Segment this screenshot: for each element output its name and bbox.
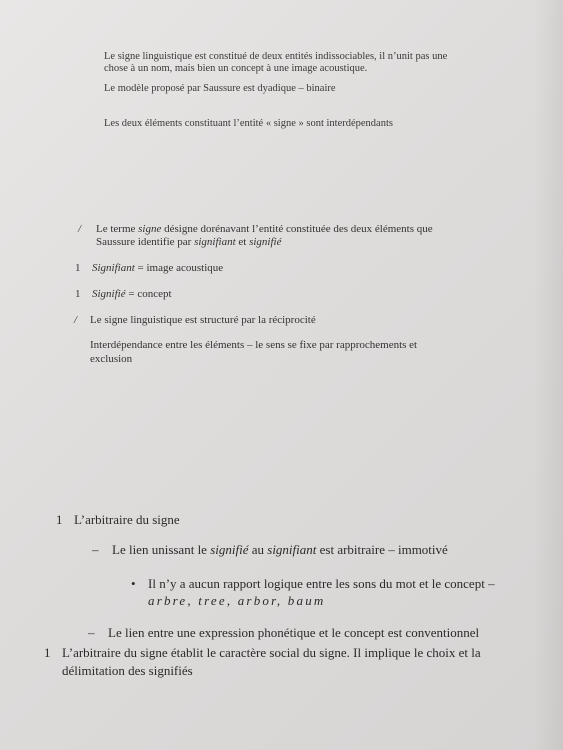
signifie-line — [92, 288, 172, 301]
intro-line-1: Le signe linguistique est constitué de deux entités indissociables, il n’unit pas une — [104, 51, 448, 62]
arbitrary-link-line — [112, 542, 448, 558]
interdependence-line-2: exclusion — [90, 353, 133, 365]
dash-marker: – — [92, 542, 99, 557]
page-edge-shadow — [533, 0, 563, 750]
italic-term: signifiant — [267, 542, 317, 557]
text-fragment: et — [235, 236, 250, 248]
italic-term: Signifié — [92, 288, 126, 300]
social-character-line-1: L’arbitraire du signe établit le caractère social du signe. Il implique le choix et la — [62, 645, 481, 660]
interdependence-line-1: Interdépendance entre les éléments – le sens se fixe par rapprochements et — [90, 339, 418, 351]
signe-definition-line-1 — [96, 223, 433, 236]
italic-term: Signifiant — [92, 262, 135, 274]
signe-definition-line-2 — [96, 236, 281, 249]
reciprocity-line: Le signe linguistique est structuré par la réciprocité — [90, 314, 316, 326]
text-fragment: = image acoustique — [134, 262, 224, 274]
bullet-marker: • — [131, 576, 136, 591]
dash-marker: – — [88, 625, 95, 640]
italic-term: signifiant — [194, 236, 236, 248]
bullet-line-2-examples: arbre, tree, arbor, baum — [148, 593, 326, 608]
bullet-line-1: Il n’y a aucun rapport logique entre les sons du mot et le concept – — [148, 576, 495, 591]
intro-line-2: chose à un nom, mais bien un concept à une image acoustique. — [104, 63, 368, 74]
text-fragment: Saussure identifie par — [96, 236, 195, 248]
item-marker: / — [74, 314, 78, 326]
text-fragment: Le terme — [96, 223, 139, 235]
model-line: Le modèle proposé par Saussure est dyadique – binaire — [104, 83, 336, 94]
social-character-line-2: délimitation des signifiés — [62, 663, 193, 678]
item-marker: / — [78, 223, 82, 235]
item-marker: 1 — [44, 645, 51, 660]
item-marker: 1 — [75, 288, 81, 300]
italic-term: signifié — [249, 236, 282, 248]
italic-term: signe — [138, 223, 162, 235]
text-fragment: est arbitraire – immotivé — [316, 542, 448, 557]
italic-term: signifié — [210, 542, 249, 557]
item-marker: 1 — [75, 262, 81, 274]
heading-marker: 1 — [56, 512, 63, 527]
text-fragment: au — [248, 542, 268, 557]
text-fragment: Le lien unissant le — [112, 542, 211, 557]
conventional-link-line: Le lien entre une expression phonétique et le concept est conventionnel — [108, 625, 480, 640]
signifiant-line — [92, 262, 223, 275]
section-heading: L’arbitraire du signe — [74, 512, 180, 527]
text-fragment: = concept — [125, 288, 172, 300]
text-fragment: désigne dorénavant l’entité constituée des deux éléments que — [161, 223, 433, 235]
interdependent-line: Les deux éléments constituant l’entité « signe » sont interdépendants — [104, 118, 393, 129]
